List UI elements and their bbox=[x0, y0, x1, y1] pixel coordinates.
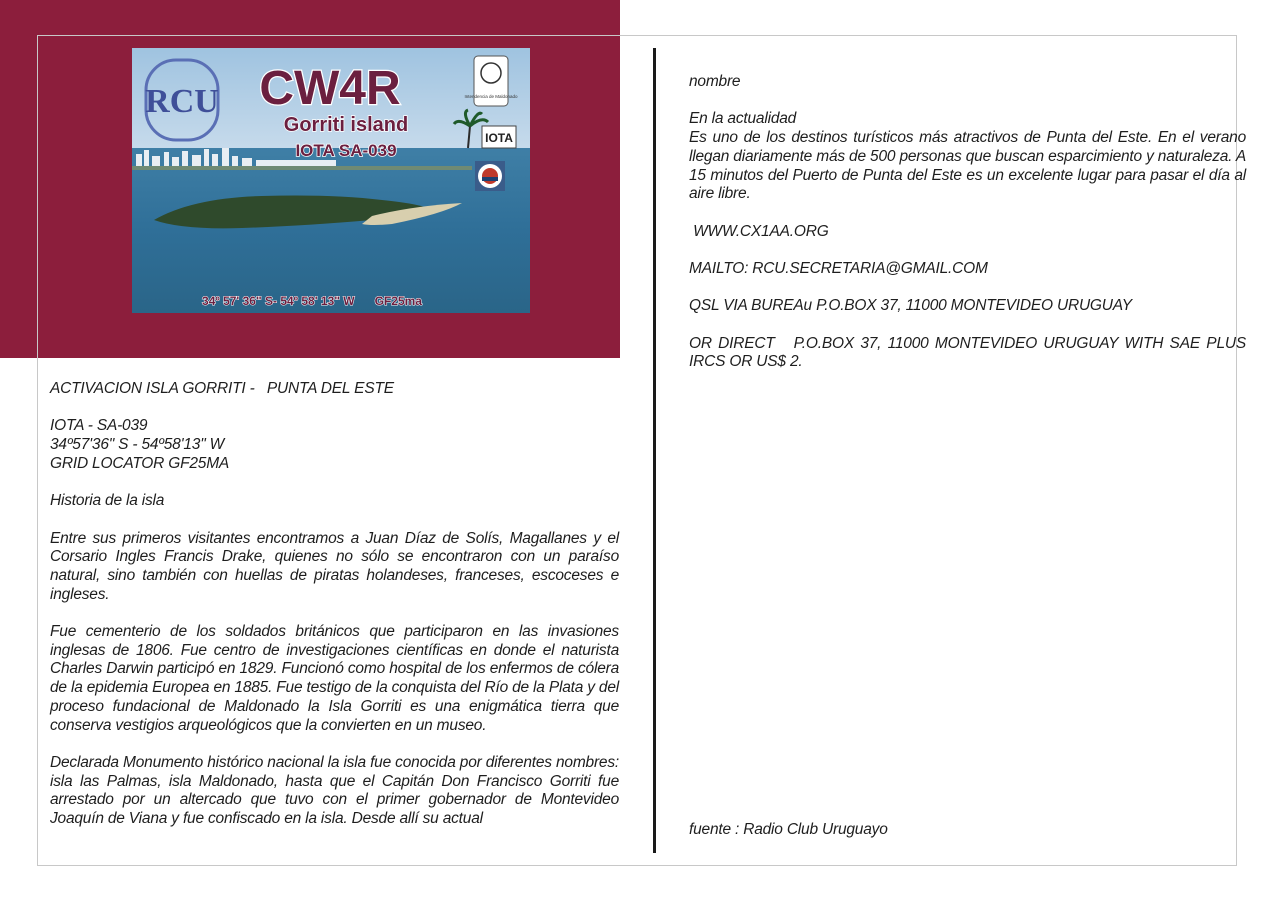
grid-locator-line: GRID LOCATOR GF25MA bbox=[50, 454, 230, 472]
qsl-direct-line: OR DIRECT P.O.BOX 37, 11000 MONTEVIDEO URUGUAY WITH SAE PLUS IRCS OR US$ 2. bbox=[689, 334, 1251, 371]
history-paragraph-1: Entre sus primeros visitantes encontramos a Juan Díaz de Solís, Magallanes y el Corsario Ingles Francis Drake, quienes no sólo se encontraron con un paraíso natural, sino también con huellas de piratas holandeses, franceses, escoceses e ingleses. bbox=[50, 529, 619, 603]
history-paragraph-2: Fue cementerio de los soldados británicos que participaron en las invasiones inglesas de 1806. Fue centro de investigaciones científicas en donde el naturista Charles Darwin participó en 1829. Funcionó como hospital de los enfermos de cólera de la epidemia Europea en 1885. Fue testigo de la conquista del Río de la Plata y del proceso fundacional de Maldonado la Isla Gorriti es una enigmática tierra que conserva vestigios arqueológicos que la convierten en un museo. bbox=[50, 623, 619, 734]
qsl-card-image bbox=[132, 48, 530, 313]
iota-line: IOTA - SA-039 bbox=[50, 417, 148, 435]
svg-text:Intendencia de Maldonado: Intendencia de Maldonado bbox=[464, 94, 518, 99]
card-sea bbox=[132, 148, 530, 313]
card-island-name: Gorriti island bbox=[283, 114, 409, 136]
history-title: Historia de la isla bbox=[50, 492, 165, 510]
svg-text:RCU: RCU bbox=[145, 83, 219, 120]
right-column bbox=[689, 73, 1251, 372]
qsl-bureau-line: QSL VIA BUREAu P.O.BOX 37, 11000 MONTEVIDEO URUGUAY bbox=[689, 297, 1132, 315]
actualidad-title: En la actualidad bbox=[689, 110, 797, 128]
card-iota-ref: IOTA SA-039 bbox=[295, 141, 397, 160]
left-column bbox=[50, 380, 619, 829]
nombre-label: nombre bbox=[689, 73, 741, 90]
activation-heading: ACTIVACION ISLA GORRITI - PUNTA DEL ESTE bbox=[50, 380, 394, 397]
website-link[interactable]: WWW.CX1AA.ORG bbox=[689, 222, 829, 240]
column-divider bbox=[653, 48, 656, 853]
round-badge bbox=[475, 161, 505, 191]
history-paragraph-3: Declarada Monumento histórico nacional la isla fue conocida por diferentes nombres: isla las Palmas, isla Maldonado, hasta que el Capitán Don Francisco Gorriti fue arrestado por un altercado que tuvo con el primer gobernador de Montevideo Joaquín de Viana y fue confiscado en la isla. Desde allí su actual bbox=[50, 753, 619, 828]
source-credit: fuente : Radio Club Uruguayo bbox=[689, 821, 888, 838]
actualidad-paragraph: Es uno de los destinos turísticos más atractivos de Punta del Este. En el verano llegan diariamente más de 500 personas que buscan esparcimiento y naturaleza. A 15 minutos del Puerto de Punta del Este es un excelente lugar para pasar el día al aire libre. bbox=[689, 129, 1246, 203]
shoreline bbox=[132, 166, 472, 170]
svg-text:IOTA: IOTA bbox=[485, 131, 513, 145]
card-callsign: CW4R bbox=[259, 62, 401, 115]
mailto-link[interactable]: MAILTO: RCU.SECRETARIA@GMAIL.COM bbox=[689, 259, 988, 277]
coordinates-line: 34º57'36" S - 54º58'13" W bbox=[50, 436, 225, 454]
card-coordinates: 34º 57' 36" S- 54º 58' 13" W GF25ma bbox=[202, 294, 422, 308]
